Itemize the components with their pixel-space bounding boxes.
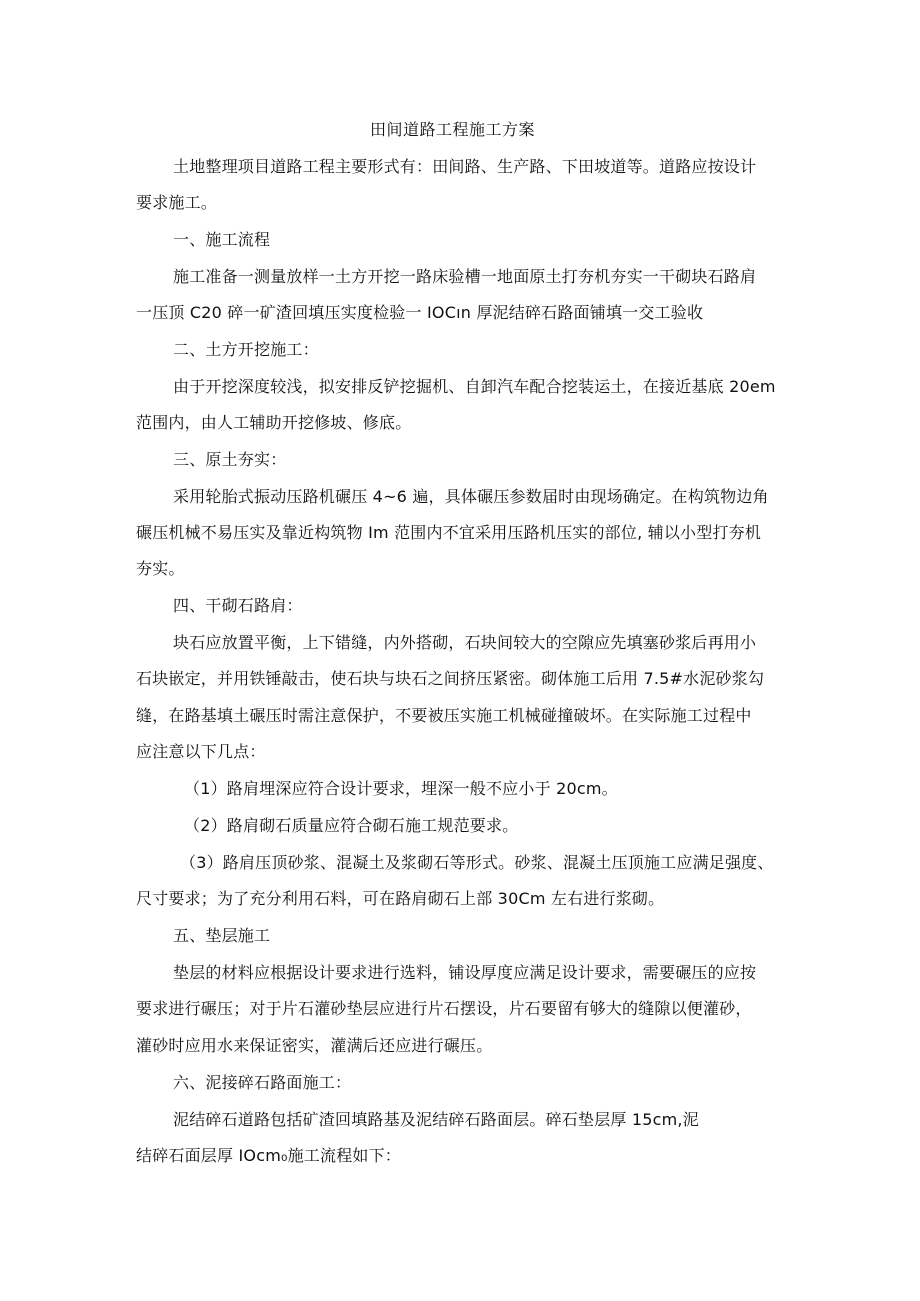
- paragraph-line: 要求施工。: [136, 193, 218, 212]
- document-title: 田间道路工程施工方案: [370, 120, 536, 139]
- section-heading: 四、干砌石路肩：: [173, 596, 303, 615]
- paragraph-line: 块石应放置平衡，上下错缝，内外搭砌，石块间较大的空隙应先填塞砂浆后再用小: [173, 633, 757, 652]
- paragraph-line: 应注意以下几点：: [136, 742, 266, 761]
- paragraph-line: 采用轮胎式振动压路机碾压 4~6 遍，具体碾压参数届时由现场确定。在构筑物边角: [173, 487, 769, 506]
- paragraph-line: 碾压机械不易压实及靠近构筑物 Im 范围内不宜采用压路机压实的部位, 辅以小型打夯机: [136, 523, 762, 542]
- section-heading: 六、泥接碎石路面施工：: [173, 1073, 352, 1092]
- section-heading: 五、垫层施工: [173, 926, 271, 945]
- paragraph-line: 结碎石面层厚 IOcm₀施工流程如下：: [136, 1146, 401, 1165]
- paragraph-line: 土地整理项目道路工程主要形式有：田间路、生产路、下田坡道等。道路应按设计: [173, 157, 757, 176]
- paragraph-line: 灌砂时应用水来保证密实，灌满后还应进行碾压。: [136, 1036, 493, 1055]
- paragraph-line: 施工准备一测量放样一土方开挖一路床验槽一地面原土打夯机夯实一干砌块石路肩: [173, 267, 757, 286]
- paragraph-line: 缝，在路基填土碾压时需注意保护，不要被压实施工机械碰撞破坏。在实际施工过程中: [136, 706, 752, 725]
- list-item: （3）路肩压顶砂浆、混凝土及浆砌石等形式。砂浆、混凝土压顶施工应满足强度、: [180, 853, 774, 872]
- list-item: （1）路肩埋深应符合设计要求，埋深一般不应小于 20cm。: [184, 779, 618, 798]
- paragraph-line: 夯实。: [136, 559, 185, 578]
- section-heading: 二、土方开挖施工：: [173, 340, 319, 359]
- paragraph-line: 石块嵌定，并用铁锤敲击，使石块与块石之间挤压紧密。砌体施工后用 7.5#水泥砂浆勾: [136, 669, 765, 688]
- list-item: （2）路肩砌石质量应符合砌石施工规范要求。: [184, 816, 519, 835]
- paragraph-line: 由于开挖深度较浅，拟安排反铲挖掘机、自卸汽车配合挖装运土，在接近基底 20em: [173, 377, 776, 396]
- paragraph-line: 尺寸要求；为了充分利用石料，可在路肩砌石上部 30Cm 左右进行浆砌。: [136, 889, 665, 908]
- paragraph-line: 垫层的材料应根据设计要求进行选料，铺设厚度应满足设计要求，需要碾压的应按: [173, 963, 757, 982]
- paragraph-line: 泥结碎石道路包括矿渣回填路基及泥结碎石路面层。碎石垫层厚 15cm,泥: [173, 1110, 699, 1129]
- paragraph-line: 范围内，由人工辅助开挖修坡、修底。: [136, 413, 412, 432]
- section-heading: 三、原土夯实：: [173, 450, 287, 469]
- paragraph-line: 一压顶 C20 碎一矿渣回填压实度检验一 IOCın 厚泥结碎石路面铺填一交工验收: [136, 303, 704, 322]
- section-heading: 一、施工流程: [173, 230, 271, 249]
- paragraph-line: 要求进行碾压；对于片石灌砂垫层应进行片石摆设，片石要留有够大的缝隙以便灌砂，: [136, 999, 752, 1018]
